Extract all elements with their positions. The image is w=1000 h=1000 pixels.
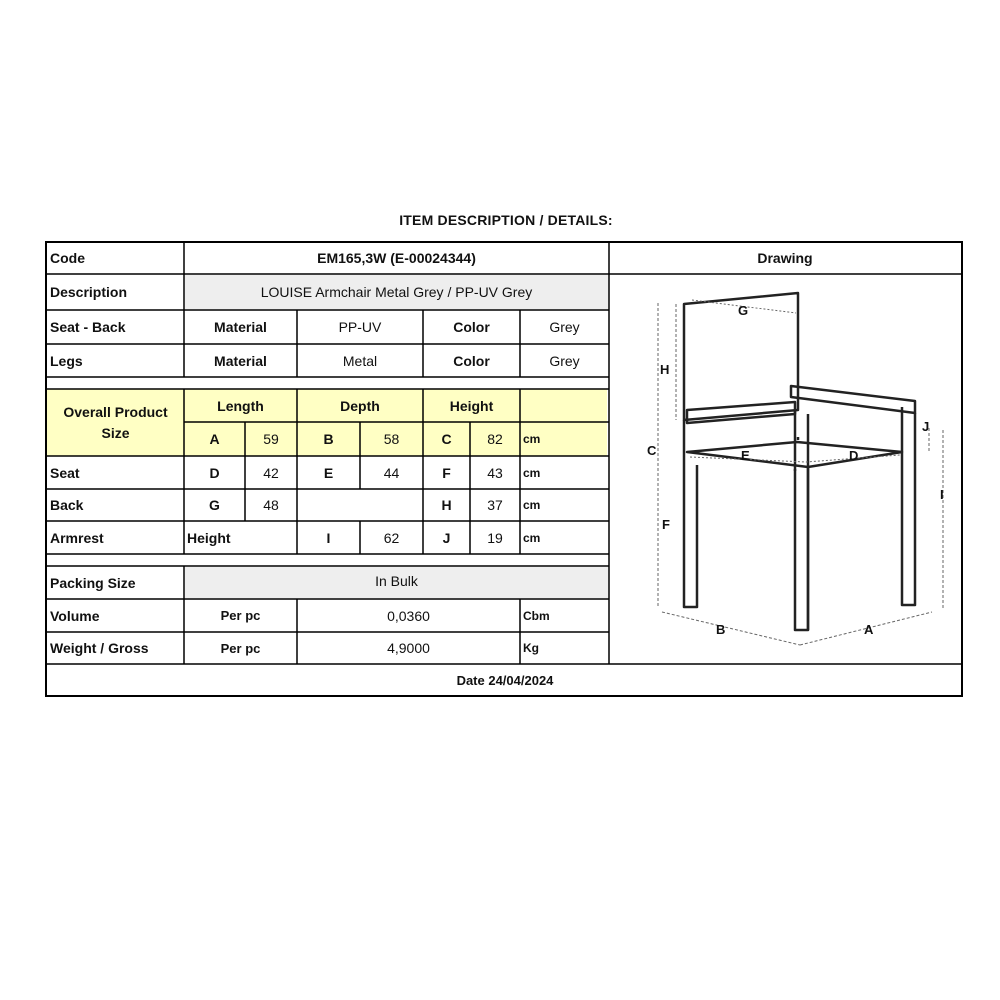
description-value: LOUISE Armchair Metal Grey / PP-UV Grey	[260, 284, 533, 300]
code-label: Code	[50, 250, 85, 266]
page-title: ITEM DESCRIPTION / DETAILS:	[399, 212, 613, 228]
volume-per: Per pc	[220, 608, 261, 623]
length-header: Length	[217, 397, 264, 414]
weight-value: 4,9000	[387, 640, 430, 656]
code-value: EM165,3W (E-00024344)	[317, 250, 476, 266]
back-h-key: H	[441, 497, 452, 513]
overall-size-label-line2: Size	[101, 424, 130, 441]
weight-label: Weight / Gross	[50, 640, 149, 656]
overall-c-key: C	[441, 431, 452, 447]
overall-b-key: B	[323, 431, 334, 447]
seat-back-material-label: Material	[214, 319, 267, 335]
back-g-value: 48	[263, 497, 279, 513]
drawing-header: Drawing	[757, 250, 813, 266]
overall-c-value: 82	[487, 431, 503, 447]
seat-e-key: E	[323, 464, 334, 481]
armrest-i-value: 62	[383, 529, 400, 546]
packing-value: In Bulk	[375, 573, 418, 589]
armrest-height-label: Height	[187, 529, 231, 546]
legs-label: Legs	[50, 352, 83, 369]
seat-back-color: Grey	[549, 319, 580, 335]
packing-label: Packing Size	[50, 574, 136, 591]
seat-f-value: 43	[487, 464, 503, 481]
volume-unit: Cbm	[523, 608, 550, 623]
overall-a-key: A	[209, 431, 220, 447]
overall-size-label-line1: Overall Product	[63, 403, 168, 420]
drawing-label-d: D	[849, 448, 859, 463]
drawing-label-h: H	[660, 362, 670, 377]
seat-label: Seat	[50, 464, 80, 481]
weight-per: Per pc	[220, 640, 261, 656]
seat-back-material: PP-UV	[338, 319, 382, 335]
armchair-drawing	[612, 278, 962, 663]
drawing-label-a: A	[864, 622, 874, 637]
drawing-label-b: B	[716, 622, 726, 637]
legs-material-label: Material	[214, 352, 267, 369]
back-g-key: G	[209, 497, 220, 513]
legs-material: Metal	[342, 352, 378, 369]
volume-value: 0,0360	[387, 607, 430, 624]
overall-unit: cm	[523, 432, 541, 446]
description-label: Description	[50, 284, 128, 300]
armrest-unit: cm	[523, 530, 541, 545]
date-footer: Date 24/04/2024	[456, 672, 554, 688]
armrest-i-key: I	[326, 529, 331, 546]
armrest-j-value: 19	[487, 529, 503, 546]
back-unit: cm	[523, 498, 541, 512]
legs-color: Grey	[549, 352, 580, 369]
overall-a-value: 59	[263, 431, 279, 447]
drawing-label-g: G	[738, 303, 749, 318]
back-label: Back	[50, 497, 84, 513]
weight-unit: Kg	[523, 641, 539, 655]
seat-back-color-label: Color	[453, 319, 490, 335]
overall-size-label	[47, 389, 184, 456]
depth-header: Depth	[340, 397, 380, 414]
drawing-label-f: F	[662, 517, 670, 532]
seat-d-key: D	[209, 464, 220, 481]
seat-d-value: 42	[263, 464, 279, 481]
drawing-label-i: I	[940, 487, 944, 502]
legs-color-label: Color	[453, 352, 490, 369]
armrest-label: Armrest	[50, 529, 104, 546]
height-header: Height	[449, 397, 494, 414]
seat-back-label: Seat - Back	[50, 319, 126, 335]
seat-f-key: F	[442, 464, 451, 481]
armrest-j-key: J	[442, 529, 451, 546]
drawing-label-e: E	[741, 448, 750, 463]
drawing-label-j: J	[922, 419, 930, 434]
seat-unit: cm	[523, 465, 541, 480]
overall-b-value: 58	[383, 431, 400, 447]
volume-label: Volume	[50, 607, 100, 624]
back-h-value: 37	[487, 497, 503, 513]
drawing-label-c: C	[647, 443, 657, 458]
seat-e-value: 44	[383, 464, 400, 481]
